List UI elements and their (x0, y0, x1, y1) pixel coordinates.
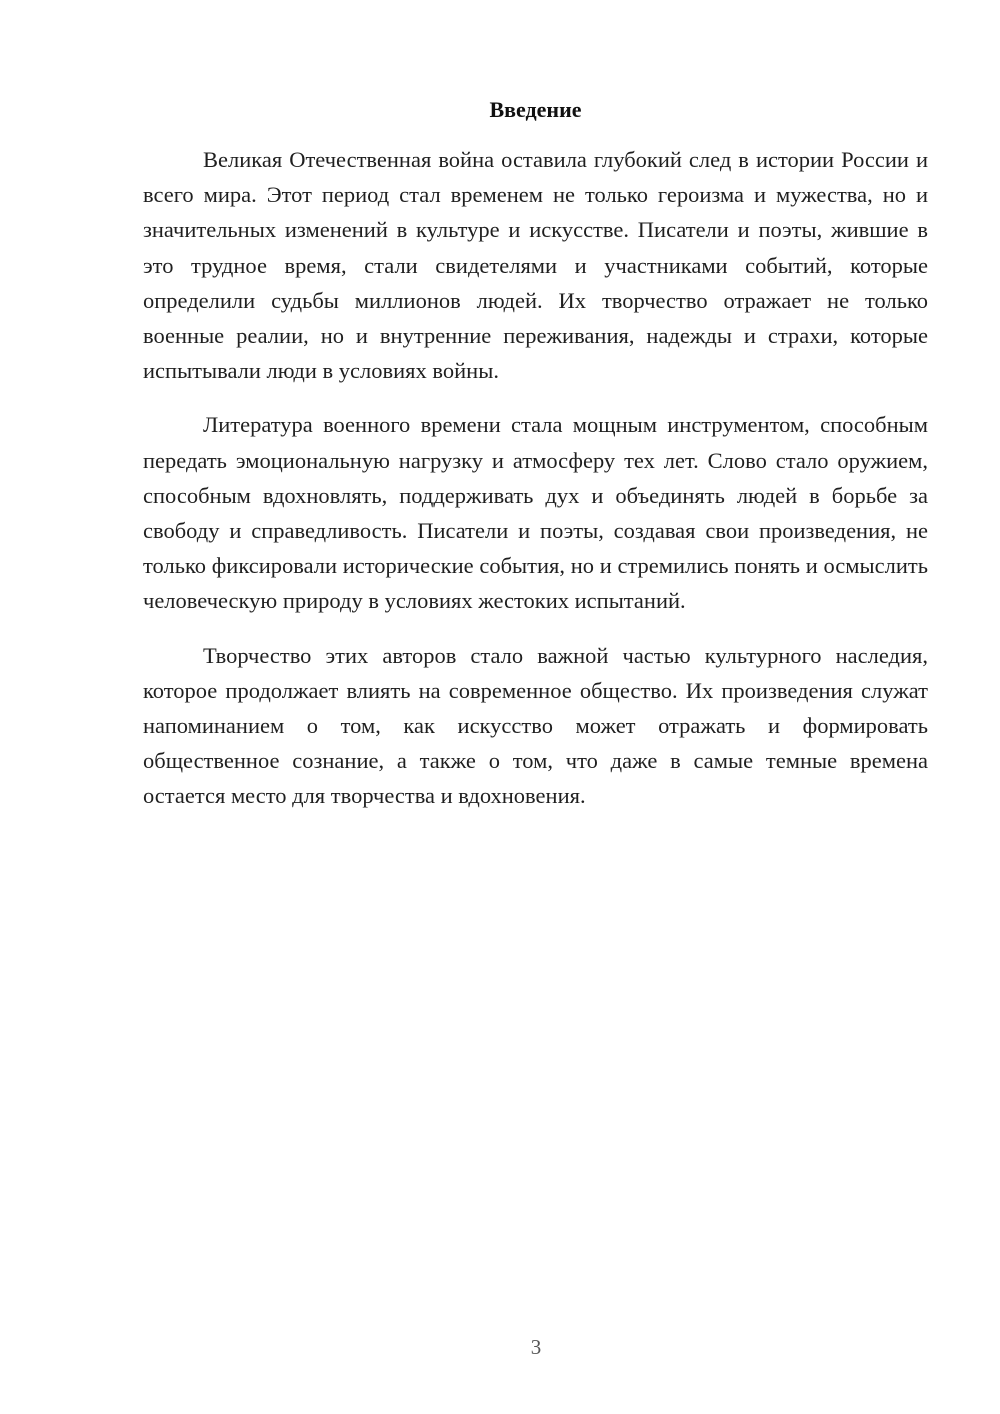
paragraph-1: Великая Отечественная война оставила глубокий след в истории России и всего мира. Этот период стал временем не только героизма и мужества, но и значительных изменений в культуре и искусстве. Писатели и поэты, жившие в это трудное время, стали свидетелями и участниками событий, которые определили судьбы миллионов людей. Их творчество отражает не только военные реалии, но и внутренние переживания, надежды и страхи, которые испытывали люди в условиях войны. (143, 147, 928, 384)
paragraph-2: Литература военного времени стала мощным инструментом, способным передать эмоциональную нагрузку и атмосферу тех лет. Слово стало оружием, способным вдохновлять, поддерживать дух и объединять людей в борьбе за свободу и справедливость. Писатели и поэты, создавая свои произведения, не только фиксировали исторические события, но и стремились понять и осмыслить человеческую природу в условиях жестоких испытаний. (143, 412, 928, 614)
page-number: 3 (530, 1335, 542, 1359)
page-content (143, 92, 928, 833)
paragraph-3: Творчество этих авторов стало важной частью культурного наследия, которое продолжает влиять на современное общество. Их произведения служат напоминанием о том, как искусство может отражать и формировать общественное сознание, а также о том, что даже в самые темные времена остается место для творчества и вдохновения. (143, 642, 928, 809)
section-heading: Введение (489, 97, 582, 122)
